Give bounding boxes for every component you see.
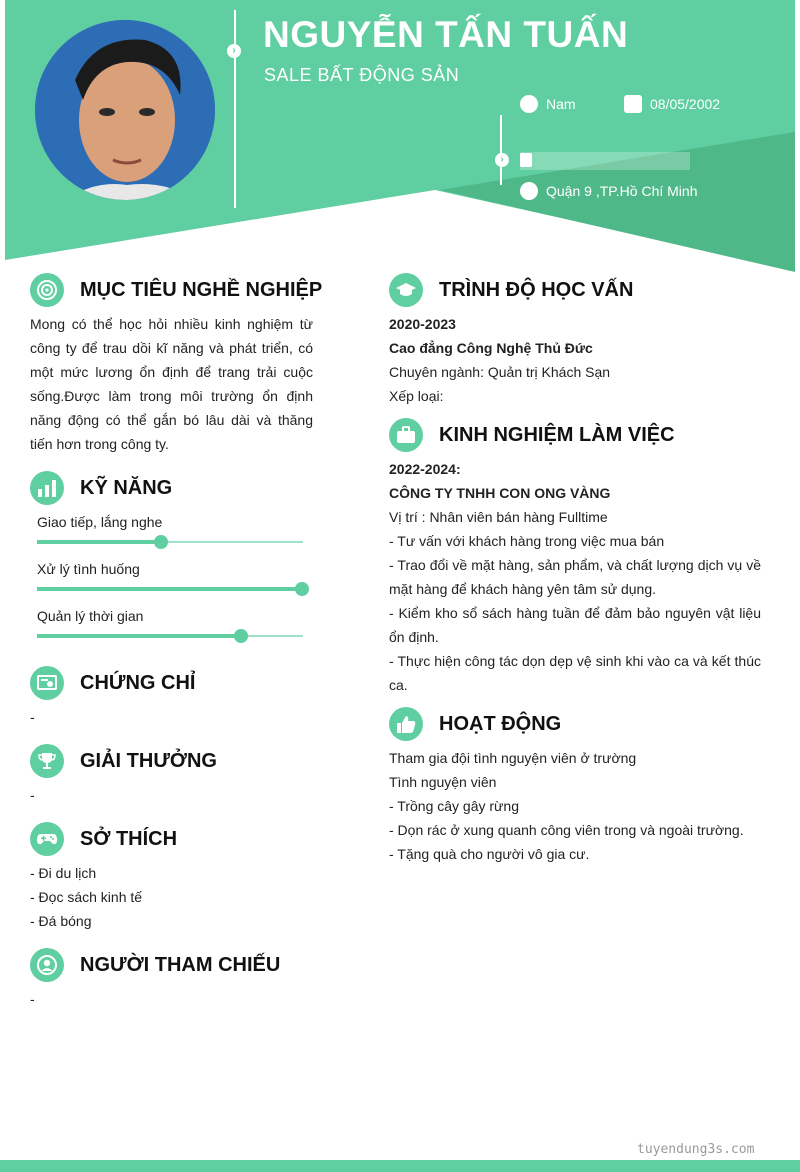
chevron-right-icon: › [495, 153, 509, 167]
avatar [35, 20, 215, 200]
certificates-text: - [30, 709, 35, 725]
list-item: Tình nguyện viên [389, 774, 497, 790]
section-title: SỞ THÍCH [80, 827, 178, 850]
awards-text: - [30, 787, 35, 803]
contact-divider-line [500, 115, 502, 185]
gamepad-icon [30, 822, 64, 856]
section-education [389, 273, 633, 307]
certificate-icon [30, 666, 64, 700]
user-icon [30, 948, 64, 982]
section-certificates [30, 666, 195, 700]
section-experience [389, 418, 675, 452]
skill-bar-fill [37, 634, 242, 638]
trophy-icon [30, 744, 64, 778]
calendar-icon [624, 95, 642, 113]
home-icon [520, 182, 538, 200]
list-item: - Thực hiện công tác dọn dẹp vệ sinh khi vào ca và kết thúc ca. [389, 653, 761, 693]
section-hobbies [30, 822, 177, 856]
watermark: tuyendung3s.com [637, 1142, 755, 1157]
career-objective-text: Mong có thể học hỏi nhiều kinh nghiệm từ công ty để trau dồi kĩ năng và phát triển, có một mức lương ổn định để trang trải cuộc sống.Được làm trong môi trường ổn định năng động có thể gắn bó lâu dài và thăng tiến hơn trong công ty. [30, 316, 313, 452]
position: Vị trí : Nhân viên bán hàng Fulltime [389, 509, 608, 525]
gender-icon [520, 95, 538, 113]
footer-bar [0, 1160, 800, 1172]
section-references [30, 948, 280, 982]
section-title: NGƯỜI THAM CHIẾU [80, 953, 281, 976]
section-title: KỸ NĂNG [80, 476, 173, 499]
skill-level-knob [154, 535, 168, 549]
thumbs-up-icon [389, 707, 423, 741]
list-item: - Đọc sách kinh tế [30, 889, 143, 905]
birthdate-value: 08/05/2002 [650, 96, 721, 112]
list-item: - Đi du lịch [30, 865, 97, 881]
bar-chart-icon [30, 471, 64, 505]
section-activities [389, 707, 561, 741]
education-period: 2020-2023 [389, 316, 456, 332]
section-title: KINH NGHIỆM LÀM VIỆC [439, 423, 675, 446]
major: Chuyên ngành: Quản trị Khách Sạn [389, 364, 611, 380]
birthdate-info [624, 95, 720, 113]
activities-list [389, 746, 761, 866]
section-career-objective [30, 273, 322, 307]
hobbies-list [30, 861, 142, 933]
list-item: - Tặng quà cho người vô gia cư. [389, 846, 590, 862]
school-name: Cao đẳng Công Nghệ Thủ Đức [389, 340, 593, 356]
section-title: HOẠT ĐỘNG [439, 712, 562, 735]
section-title: CHỨNG CHỈ [80, 671, 196, 694]
experience-details [389, 457, 761, 697]
list-item: - Dọn rác ở xung quanh công viên trong và ngoài trường. [389, 822, 744, 838]
skill-level-knob [234, 629, 248, 643]
skill-label: Giao tiếp, lắng nghe [37, 514, 163, 530]
skill-level-knob [295, 582, 309, 596]
rank: Xếp loại: [389, 388, 444, 404]
skill-label: Quản lý thời gian [37, 608, 144, 624]
job-title: SALE BẤT ĐỘNG SẢN [264, 65, 460, 85]
company-name: CÔNG TY TNHH CON ONG VÀNG [389, 485, 611, 501]
section-title: TRÌNH ĐỘ HỌC VẤN [439, 278, 634, 301]
skill-label: Xử lý tình huống [37, 561, 140, 577]
target-icon [30, 273, 64, 307]
references-text: - [30, 991, 35, 1007]
list-item: - Trao đổi về mặt hàng, sản phẩm, và chất lượng dịch vụ về mặt hàng để khách hàng yên tâm sử dụng. [389, 557, 761, 597]
address-value: Quận 9 ,TP.Hồ Chí Minh [546, 183, 698, 199]
education-details [389, 312, 761, 408]
list-item: - Kiểm kho sổ sách hàng tuần để đảm bảo nguyên vật liệu ổn định. [389, 605, 761, 645]
section-skills [30, 471, 172, 505]
header-divider-line [234, 10, 236, 208]
candidate-name: NGUYỄN TẤN TUẤN [263, 14, 629, 55]
list-item: Tham gia đội tình nguyện viên ở trường [389, 750, 637, 766]
address-info [520, 182, 697, 200]
list-item: - Đá bóng [30, 913, 92, 929]
list-item: - Tư vấn với khách hàng trong việc mua bán [389, 533, 665, 549]
gender-info [520, 95, 576, 113]
list-item: - Trồng cây gây rừng [389, 798, 519, 814]
briefcase-icon [389, 418, 423, 452]
section-title: GIẢI THƯỞNG [80, 749, 217, 772]
section-awards [30, 744, 217, 778]
phone-redacted-bar [520, 152, 690, 170]
skill-bar-fill [37, 540, 162, 544]
section-title: MỤC TIÊU NGHỀ NGHIỆP [80, 278, 323, 301]
chevron-right-icon: › [227, 44, 241, 58]
gender-value: Nam [546, 96, 576, 112]
experience-period: 2022-2024: [389, 461, 461, 477]
graduation-cap-icon [389, 273, 423, 307]
skill-bar-fill [37, 587, 303, 591]
